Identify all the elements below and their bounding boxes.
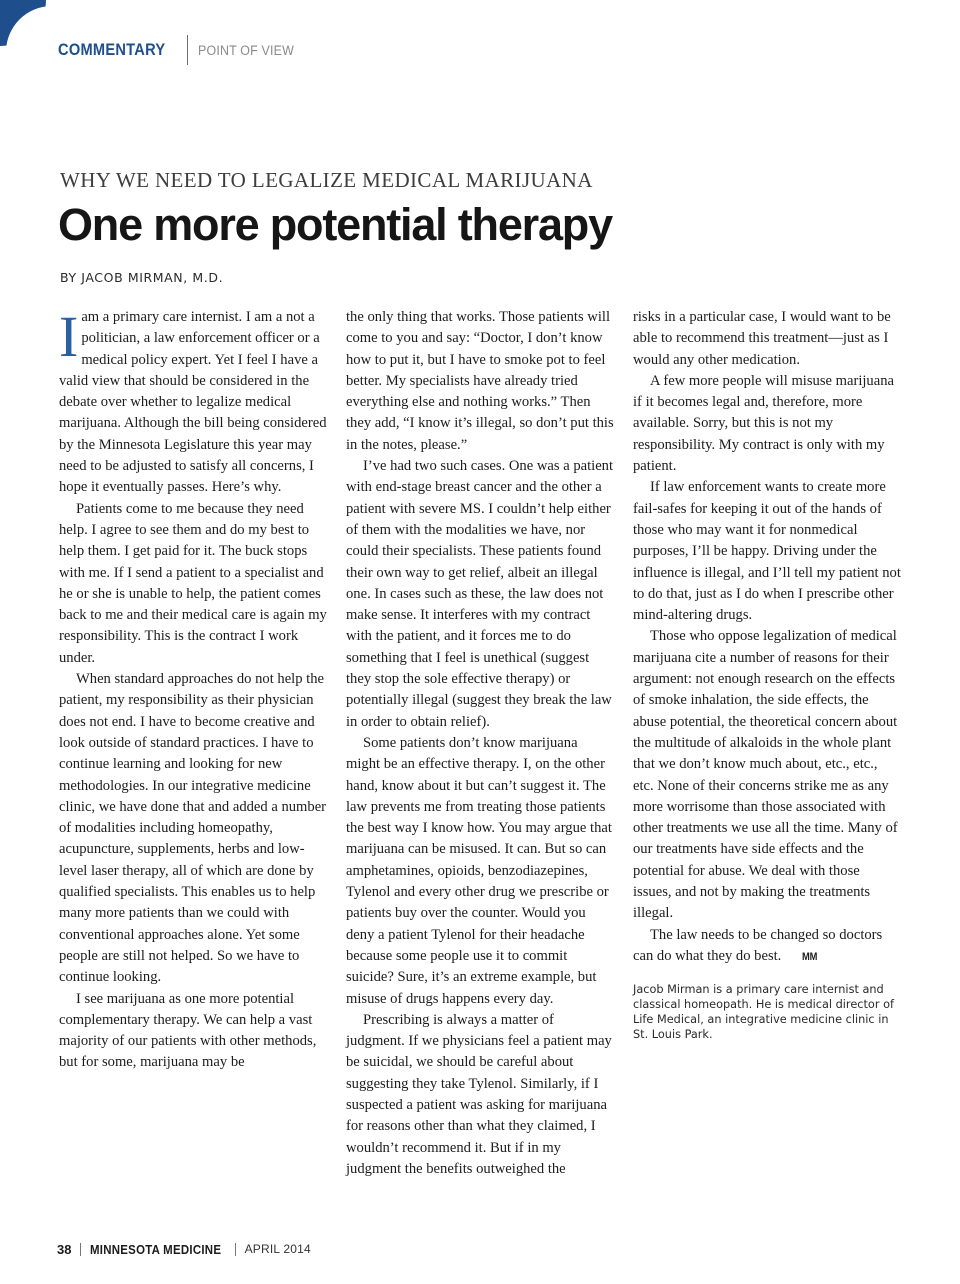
article-column-1 — [59, 304, 327, 1074]
paragraph: Patients come to me because they need help. I agree to see them and do my best to help them. I get paid for it. The buck stops with me. If I send a patient to a specialist and he or she is unable to help, the patient comes back to me and their medical care is again my responsibility. This is the contract I work under. — [59, 500, 327, 666]
page-footer — [57, 1240, 311, 1258]
article-kicker: WHY WE NEED TO LEGALIZE MEDICAL MARIJUANA — [60, 168, 593, 192]
paragraph: risks in a particular case, I would want to be able to recommend this treatment—just as I would any other medication. — [633, 309, 891, 368]
subsection-label: POINT OF VIEW — [197, 42, 294, 58]
article-column-2 — [346, 307, 614, 1180]
article-byline: BY JACOB MIRMAN, M.D. — [60, 270, 224, 285]
article-column-3 — [633, 307, 901, 1042]
paragraph: the only thing that works. Those patients will come to you and say: “Doctor, I don’t know how to put it, but I have to smoke pot to feel better. My specialists have already tried everything else and nothing works.” Then they add, “I know it’s illegal, so don’t put this in the notes, please.” — [346, 309, 614, 453]
footer-divider — [235, 1243, 236, 1256]
paragraph: The law needs to be changed so doctors can do what they do best. MM — [633, 925, 901, 969]
section-label: COMMENTARY — [58, 40, 166, 59]
paragraph: Those who oppose legalization of medical marijuana cite a number of reasons for their argument: not enough research on the effects of smoke inhalation, the side effects, the abuse potential, the theoretical concern about the multitude of alkaloids in the whole plant that we don’t know much about, etc., etc., etc. None of their concerns strike me as any more worrisome than those associated with other treatments we use all the time. Many of our treatments have side effects and the potential for abuse. We deal with those issues, and not by making the treatments illegal. — [633, 628, 898, 922]
article-title: One more potential therapy — [58, 199, 612, 250]
paragraph: A few more people will misuse marijuana if it becomes legal and, therefore, more available. Sorry, but this is not my responsibility. My contract is only with my patient. — [633, 372, 894, 475]
paragraph: I see marijuana as one more potential complementary therapy. We can help a vast majority of our patients with other methods, but for some, marijuana may be — [59, 990, 317, 1071]
paragraph: I’ve had two such cases. One was a patient with end-stage breast cancer and the other a patient with severe MS. I couldn’t help either of them with the modalities we have, nor could their specialists. These patients found their own way to get relief, albeit an illegal one. In cases such as these, the law does not make sense. It interferes with my contract with the patient, and it forces me to do something that I feel is unethical (suggest they stop the sole effective therapy) or potentially illegal (suggest they break the law in order to obtain relief). — [346, 458, 614, 730]
section-header — [58, 34, 302, 66]
corner-decoration — [0, 0, 46, 46]
author-bio: Jacob Mirman is a primary care internist and classical homeopath. He is medical director of Life Medical, an integrative medicine clinic in St. Louis Park. — [633, 983, 894, 1042]
drop-cap: I — [59, 304, 79, 369]
paragraph: Some patients don’t know marijuana might be an effective therapy. I, on the other hand, know about it but can’t suggest it. The law prevents me from treating those patients the best way I know how. You may argue that marijuana can be misused. It can. But so can amphetamines, opioids, benzodiazepines, Tylenol and every other drug we prescribe or patients buy over the counter. Would you deny a patient Tylenol for their headache because some people use it to commit suicide? Sure, it’s an extreme example, but misuse of drugs happens every day. — [346, 734, 612, 1007]
footer-divider — [80, 1243, 81, 1256]
paragraph: If law enforcement wants to create more fail-safes for keeping it out of the hands of those who may want it for nonmedical purposes, I’ll be happy. Driving under the influence is illegal, and I’ll tell my patient not to do that, just as I do when I prescribe other mind-altering drugs. — [633, 479, 901, 624]
paragraph: When standard approaches do not help the patient, my responsibility as their physician does not end. I have to become creative and look outside of standard practices. I have to continue learning and looking for new methodologies. In our integrative medicine clinic, we have done that and added a number of modalities including homeopathy, acupuncture, supplements, herbs and low-level laser therapy, all of which are done by qualified specialists. This enables us to help many more patients than we could with conventional approaches alone. Yet some people are still not helped. So we have to continue looking. — [59, 671, 327, 986]
issue-date: APRIL 2014 — [244, 1242, 311, 1256]
end-mark: MM — [802, 950, 818, 963]
paragraph: Prescribing is always a matter of judgment. If we physicians feel a patient may be suicidal, we should be careful about suggesting they take Tylenol. Similarly, if I suspected a patient was asking for marijuana for reasons other than what they claimed, I wouldn’t recommend it. But if in my judgment the benefits outweighed the — [346, 1011, 612, 1177]
page-number: 38 — [57, 1241, 72, 1257]
paragraph: Iam a primary care internist. I am a not a politician, a law enforcement officer or a medical policy expert. Yet I feel I have a valid view that should be considered in the debate over whether to legalize medical marijuana. Although the bill being considered by the Minnesota Legislature this year may need to be adjusted to satisfy all concerns, I hope it eventually passes. Here’s why. — [59, 304, 327, 496]
section-divider — [187, 35, 188, 65]
publication-name: MINNESOTA MEDICINE — [90, 1241, 222, 1257]
